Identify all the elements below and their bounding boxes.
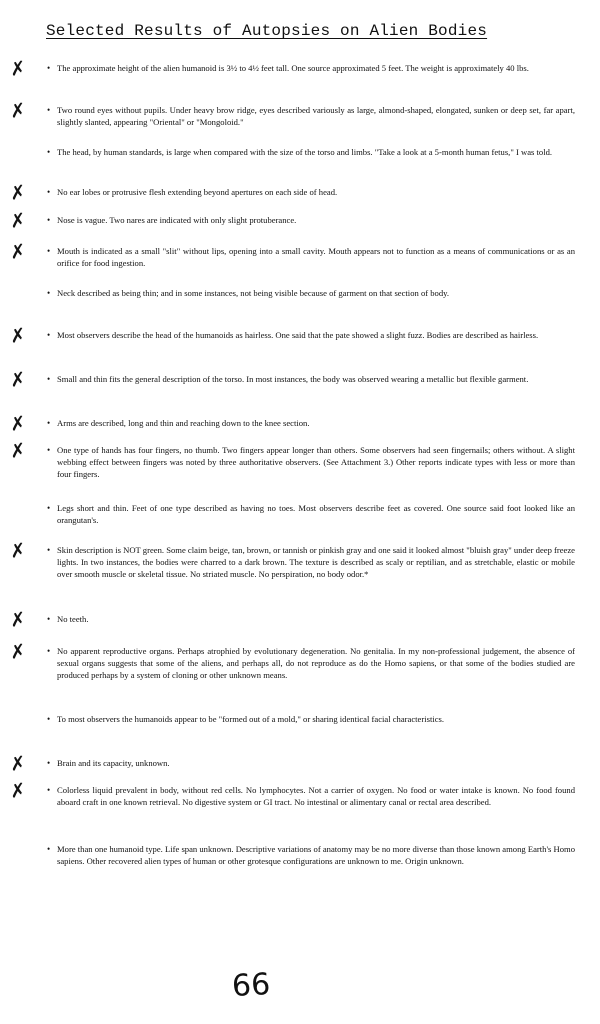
check-mark-icon: ✗: [8, 538, 28, 564]
check-mark-icon: ✗: [8, 367, 28, 393]
list-item-text: Two round eyes without pupils. Under heavy brow ridge, eyes described variously as large, almond-shaped, elongated, sunken or deep set, far apart, slightly slanted, appearing "Oriental" or "Mongoloid.": [57, 105, 575, 127]
page-number: 66: [231, 967, 272, 1004]
bullet-icon: •: [47, 844, 51, 854]
check-mark-icon: ✗: [8, 239, 28, 265]
list-item-text: The head, by human standards, is large when compared with the size of the torso and limbs. "Take a look at a 5-month human fetus," I was told.: [57, 147, 553, 157]
list-item-text: Most observers describe the head of the humanoids as hairless. One said that the pate showed a slight fuzz. Bodies are described as hairless.: [57, 330, 539, 340]
check-mark-icon: ✗: [8, 180, 28, 206]
list-item-text: No apparent reproductive organs. Perhaps atrophied by evolutionary degeneration. No genitalia. In my non-professional judgement, the absence of sexual organs suggests that some of the aliens, and perhaps all, do not reproduce as do the Homo sapiens, or that some of the bodies studied are produced perhaps by a system of cloning or other unknown means.: [57, 646, 575, 680]
check-mark-icon: ✗: [8, 751, 28, 777]
bullet-icon: •: [47, 147, 51, 157]
list-item-text: Skin description is NOT green. Some claim beige, tan, brown, or tannish or pinkish gray and one said it looked almost "bluish gray" under deep freeze lights. In two instances, the bodies were charred to a dark brown. The texture is described as scaly or reptilian, and as stretchable, elastic or mobile over smooth muscle or skeletal tissue. No striated muscle. No perspiration, no body odor.*: [57, 545, 575, 579]
list-item-text: The approximate height of the alien humanoid is 3½ to 4½ feet tall. One source approximated 5 feet. The weight is approximately 40 lbs.: [57, 63, 529, 73]
check-mark-icon: ✗: [8, 411, 28, 437]
check-mark-icon: ✗: [8, 639, 28, 665]
list-item-text: Colorless liquid prevalent in body, without red cells. No lymphocytes. Not a carrier of oxygen. No food or water intake is known. No food found aboard craft in one known retrieval. No digestive system or GI tract. No intestinal or alimentary canal or rectal area described.: [57, 785, 575, 807]
check-mark-icon: ✗: [8, 778, 28, 804]
bullet-icon: •: [47, 246, 51, 256]
bullet-icon: •: [47, 785, 51, 795]
bullet-icon: •: [47, 63, 51, 73]
bullet-icon: •: [47, 545, 51, 555]
bullet-icon: •: [47, 215, 51, 225]
bullet-icon: •: [47, 445, 51, 455]
check-mark-icon: ✗: [8, 607, 28, 633]
list-item-text: To most observers the humanoids appear to be "formed out of a mold," or sharing identical facial characteristics.: [57, 714, 445, 724]
list-item-text: Brain and its capacity, unknown.: [57, 758, 170, 768]
check-mark-icon: ✗: [8, 208, 28, 234]
check-mark-icon: ✗: [8, 98, 28, 124]
page-title: Selected Results of Autopsies on Alien Bodies: [46, 22, 488, 40]
bullet-icon: •: [47, 105, 51, 115]
check-mark-icon: ✗: [8, 323, 28, 349]
bullet-icon: •: [47, 714, 51, 724]
check-mark-icon: ✗: [8, 56, 28, 82]
bullet-icon: •: [47, 646, 51, 656]
list-item-text: Arms are described, long and thin and reaching down to the knee section.: [57, 418, 310, 428]
list-item-text: More than one humanoid type. Life span unknown. Descriptive variations of anatomy may be no more diverse than those known among Earth's Homo sapiens. Other recovered alien types of human or other grotesque configurations are unknown to me. Origin unknown.: [57, 844, 575, 866]
bullet-icon: •: [47, 330, 51, 340]
bullet-icon: •: [47, 614, 51, 624]
list-item-text: No teeth.: [57, 614, 89, 624]
bullet-icon: •: [47, 187, 51, 197]
list-item-text: No ear lobes or protrusive flesh extending beyond apertures on each side of head.: [57, 187, 338, 197]
list-item-text: Legs short and thin. Feet of one type described as having no toes. Most observers describe feet as covered. One source said foot looked like an orangutan's.: [57, 503, 575, 525]
list-item-text: Nose is vague. Two nares are indicated with only slight protuberance.: [57, 215, 297, 225]
bullet-icon: •: [47, 418, 51, 428]
bullet-icon: •: [47, 503, 51, 513]
list-item-text: Small and thin fits the general description of the torso. In most instances, the body was observed wearing a metallic but flexible garment.: [57, 374, 529, 384]
bullet-icon: •: [47, 374, 51, 384]
bullet-icon: •: [47, 288, 51, 298]
check-mark-icon: ✗: [8, 438, 28, 464]
list-item-text: One type of hands has four fingers, no thumb. Two fingers appear longer than others. Some observers had seen fingernails; others without. A slight webbing effect between fingers was noted by three authoritative observers. (See Attachment 3.) Other reports indicate types with less or more than four fingers.: [57, 445, 575, 479]
list-item-text: Neck described as being thin; and in some instances, not being visible because of garment on that section of body.: [57, 288, 450, 298]
list-item-text: Mouth is indicated as a small "slit" without lips, opening into a small cavity. Mouth appears not to function as a means of communications or as an orifice for food ingestion.: [57, 246, 575, 268]
bullet-icon: •: [47, 758, 51, 768]
